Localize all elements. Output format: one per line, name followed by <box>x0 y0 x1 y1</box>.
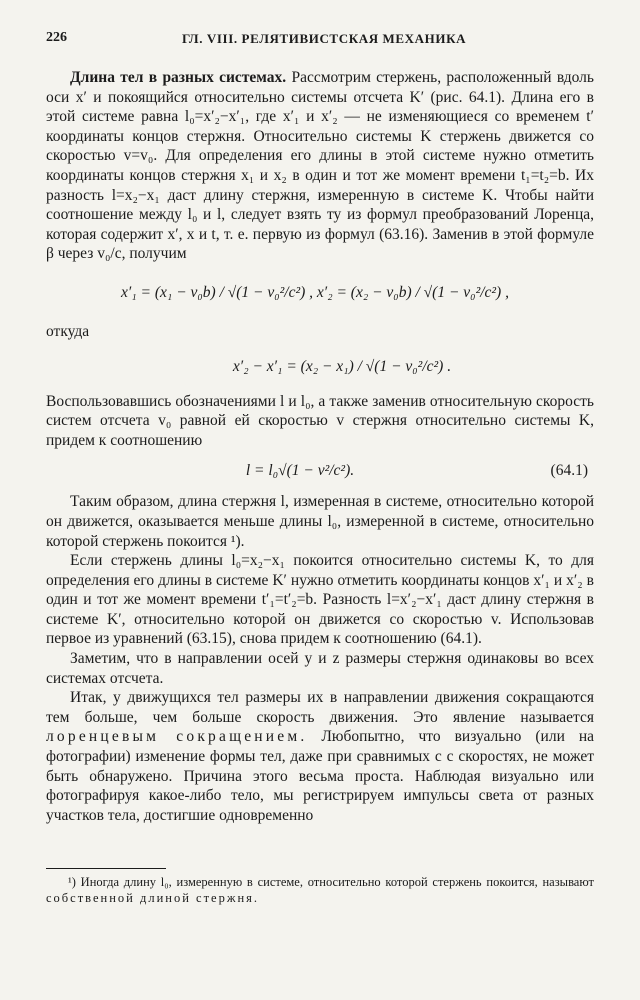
paragraph-text: Любопытно, что визуально (или на фотографии) изменение формы тел, даже при сравнимых с c скоростях, не может быть обнаружено. Причина этого весьма проста. Наблюдая визуально или фотографируя какое-либо тело, мы регистрируем импульсы света от разных участков тела, достигшие одновременно <box>46 728 594 824</box>
footnote-text: Иногда длину l₀, измеренную в системе, относительно которой стержень покоится, называют <box>75 875 594 889</box>
formula-64-1-body: l = l₀√(1 − v²/c²). <box>245 462 355 480</box>
paragraph-lorentz-contraction <box>46 688 594 825</box>
main-text <box>46 68 594 825</box>
term-proper-length: собственной длиной стержня. <box>46 891 260 905</box>
footnote-rule <box>46 868 166 869</box>
formula-64-1 <box>46 450 594 492</box>
paragraph-text: Рассмотрим стержень, расположенный вдоль оси x′ и покоящийся относительно системы отсчета K′ (рис. 64.1). Длина его в этой системе равна l₀=x′₂−x′₁, где x′₁ и x′₂ — не изменяющиеся со временем t′ координаты концов стержня. Относительно системы K стержень движется со скоростью v=v₀. Для определения его длины в этой системе нужно отметить координаты концов стержня x₁ и x₂ в один и тот же момент времени t₁=t₂=b. Их разность l=x₂−x₁ даст длину стержня, измеренную в системе K. Чтобы найти соотношение между l₀ и l, следует взять ту из формул преобразований Лоренца, которая содержит x′, x и t, т. е. первую из формул (63.16). Заменив в этой формуле β через v₀/c, получим <box>46 69 594 263</box>
equation-number: (64.1) <box>550 462 588 480</box>
page-header <box>46 30 592 52</box>
running-head: ГЛ. VIII. РЕЛЯТИВИСТСКАЯ МЕХАНИКА <box>182 31 467 46</box>
paragraph-length-in-systems <box>46 68 594 264</box>
page-number: 226 <box>46 30 67 45</box>
formula-length-difference: x′₂ − x′₁ = (x₂ − x₁) / √(1 − v₀²/c²) . <box>232 357 452 375</box>
formula-lorentz-endpoints: x′₁ = (x₁ − v₀b) / √(1 − v₀²/c²) , x′₂ = (x₂ − v₀b) / √(1 − v₀²/c²) , <box>121 283 509 301</box>
paragraph-rest-frame: Если стержень длины l₀=x₂−x₁ покоится относительно системы K, то для определения его длины в системе K′ нужно отметить координаты концов x′₁ и x′₂ в один и тот же момент времени t′₁=t′₂=b. Разность l=x′₂−x′₁ даст длину стержня в системе K′, относительно которой он движется со скоростью v. Использовав первое из уравнений (63.15), снова придем к соотношению (64.1). <box>46 552 594 648</box>
paragraph-notation: Воспользовавшись обозначениями l и l₀, а также заменив относительную скорость систем отсчета v₀ равной ей скоростью v стержня относительно системы K, придем к соотношению <box>46 392 594 449</box>
paragraph-conclusion: Таким образом, длина стержня l, измеренная в системе, относительно которой он движется, оказывается меньше длины l₀, измеренной в системе, относительно которой стержень покоится ¹). <box>46 493 594 550</box>
section-lead: Длина тел в разных системах. <box>70 69 287 86</box>
footnote <box>46 874 594 906</box>
footnote-marker: ¹) <box>68 875 76 889</box>
paragraph-text: Итак, у движущихся тел размеры их в направлении движения сокращаются тем больше, чем больше скорость движения. Это явление называется <box>46 689 594 726</box>
term-lorentz-contraction: лоренцевым сокращением. <box>46 728 308 746</box>
paragraph-transverse: Заметим, что в направлении осей y и z размеры стержня одинаковы во всех системах отсчета. <box>46 650 594 687</box>
word-otkuda: откуда <box>46 322 90 340</box>
